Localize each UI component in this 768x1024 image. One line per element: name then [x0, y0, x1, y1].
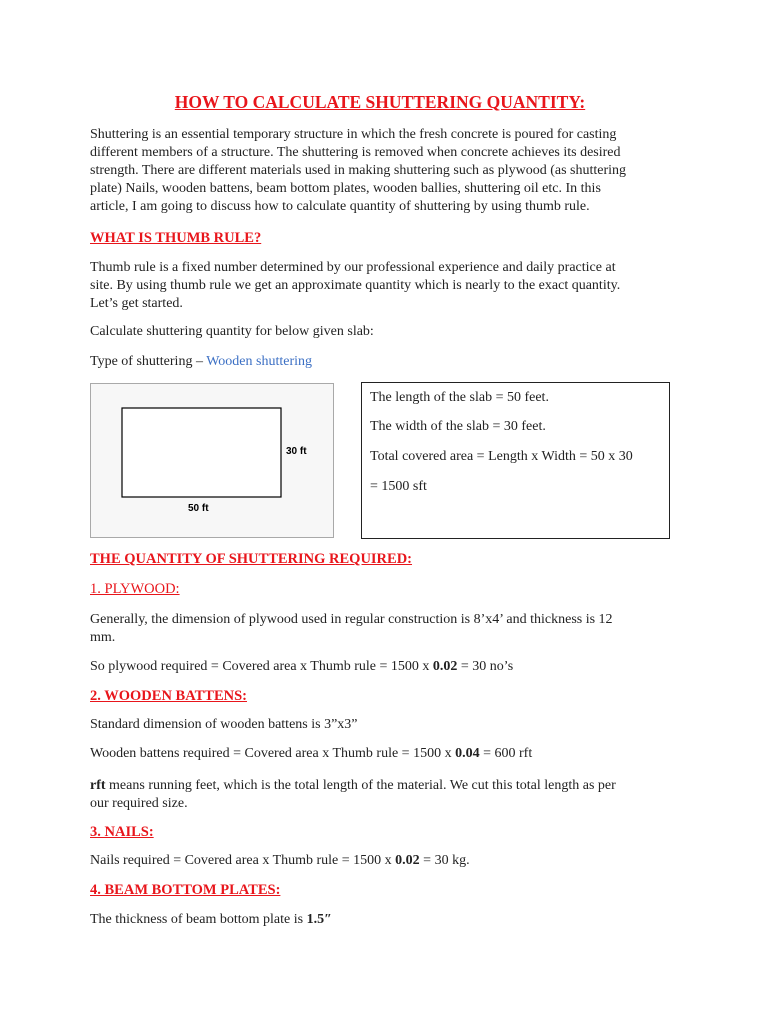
calc-result: = 30 kg.: [419, 853, 470, 868]
calc-prefix: Nails required = Covered area x Thumb rule = 1500 x: [90, 853, 396, 868]
thumb-rule-line: Let’s get started.: [90, 296, 183, 311]
shuttering-type: [90, 354, 312, 370]
intro-line: article, I am going to discuss how to calculate quantity of shuttering by using thumb rule.: [90, 199, 590, 214]
calc-result: = 600 rft: [479, 746, 533, 761]
intro-line: different members of a structure. The shuttering is removed when concrete achieves its desired: [90, 145, 621, 160]
battens-heading: 2. WOODEN BATTENS:: [90, 688, 247, 704]
intro-line: Shuttering is an essential temporary structure in which the fresh concrete is poured for casting: [90, 127, 617, 142]
slab-area-result: = 1500 sft: [370, 479, 427, 494]
intro-line: plate) Nails, wooden battens, beam bottom plates, wooden ballies, shuttering oil etc. In this: [90, 181, 601, 196]
rft-line: [90, 777, 670, 795]
thumb-rule-factor: 0.02: [432, 659, 458, 674]
plywood-heading: 1. PLYWOOD:: [90, 581, 180, 597]
slab-area-text: Total covered area = Length x Width = 50 x 30: [370, 449, 633, 464]
shuttering-type-label: Type of shuttering –: [90, 354, 207, 369]
thumb-rule-factor: 0.04: [455, 746, 480, 761]
rft-paragraph: [90, 777, 670, 813]
thumb-rule-line: Thumb rule is a fixed number determined by our professional experience and daily practice at: [90, 260, 616, 275]
slab-width-label: 30 ft: [286, 446, 307, 457]
slab-diagram: [91, 384, 333, 537]
calc-prefix: So plywood required = Covered area x Thumb rule = 1500 x: [90, 659, 433, 674]
thumb-rule-factor: 0.02: [395, 853, 420, 868]
slab-info-box: [361, 382, 670, 539]
slab-length-label: 50 ft: [188, 503, 209, 514]
slab-rectangle: [122, 408, 281, 497]
battens-dimension: Standard dimension of wooden battens is 3”x3”: [90, 717, 358, 732]
thumb-rule-line: site. By using thumb rule we get an approximate quantity which is nearly to the exact quantity.: [90, 278, 621, 293]
plywood-dimension-line: mm.: [90, 630, 116, 645]
intro-line: strength. There are different materials used in making shuttering such as plywood (as shuttering: [90, 163, 627, 178]
rft-term: rft: [90, 778, 106, 793]
plywood-dimension-line: Generally, the dimension of plywood used in regular construction is 8’x4’ and thickness is 12: [90, 612, 613, 627]
thumb-rule-paragraph: [90, 259, 670, 313]
nails-heading: 3. NAILS:: [90, 824, 154, 840]
calc-result: = 30 no’s: [457, 659, 514, 674]
thumb-rule-heading: WHAT IS THUMB RULE?: [90, 230, 262, 246]
slab-width-text: The width of the slab = 30 feet.: [370, 419, 546, 434]
battens-calculation: [90, 746, 532, 762]
beam-text: The thickness of beam bottom plate is: [90, 912, 307, 927]
slab-figure: [90, 383, 334, 538]
quantity-heading: THE QUANTITY OF SHUTTERING REQUIRED:: [90, 551, 413, 567]
plywood-calculation: [90, 659, 513, 675]
calc-prefix: Wooden battens required = Covered area x Thumb rule = 1500 x: [90, 746, 456, 761]
intro-paragraph: [90, 126, 670, 216]
calc-intro: Calculate shuttering quantity for below given slab:: [90, 324, 374, 339]
beam-thickness-text: [90, 912, 332, 928]
beam-heading: 4. BEAM BOTTOM PLATES:: [90, 882, 281, 898]
shuttering-type-link[interactable]: Wooden shuttering: [206, 354, 313, 369]
rft-definition: means running feet, which is the total length of the material. We cut this total length as per: [105, 778, 616, 793]
slab-length-text: The length of the slab = 50 feet.: [370, 390, 549, 405]
nails-calculation: [90, 853, 470, 869]
beam-thickness-value: 1.5″: [306, 912, 332, 927]
plywood-dimension-paragraph: [90, 611, 670, 647]
rft-line: our required size.: [90, 796, 188, 811]
page-title: HOW TO CALCULATE SHUTTERING QUANTITY:: [174, 92, 586, 112]
